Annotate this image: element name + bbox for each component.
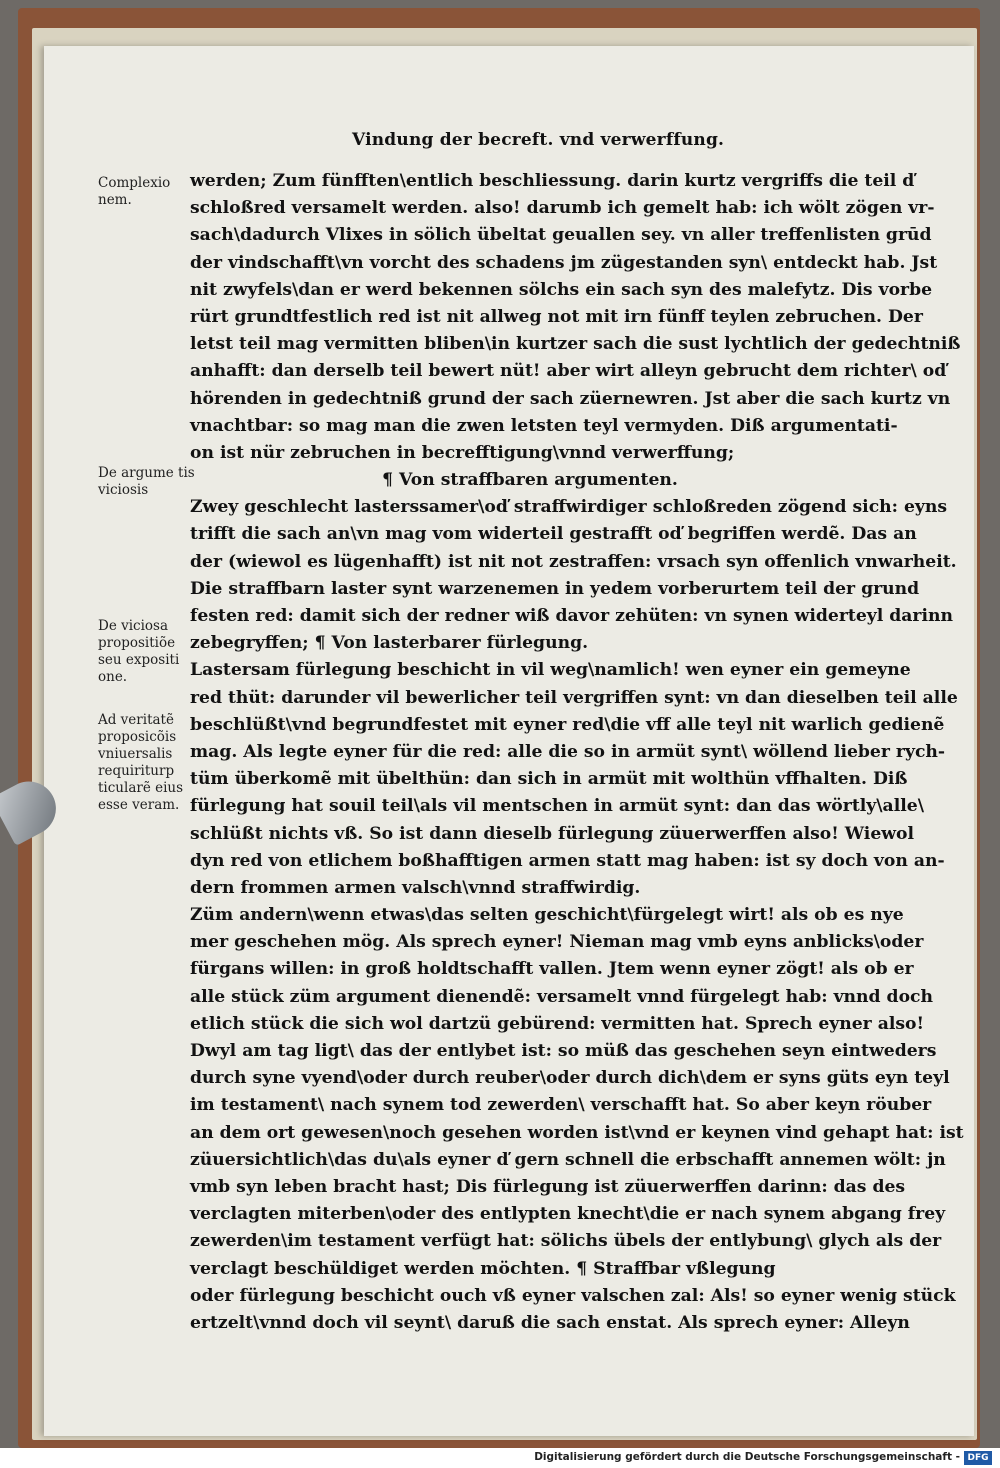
footer-credit: Digitalisierung gefördert durch die Deutsche Forschungsgemeinschaft - xyxy=(534,1451,960,1463)
text-line: an dem ort gewesen\noch gesehen worden ist\vnd er keynen vind gehapt hat: ist xyxy=(190,1122,964,1143)
text-line: durch syne vyend\oder durch reuber\oder durch dich\dem er syns güts eyn teyl xyxy=(190,1068,950,1089)
text-line: festen red: damit sich der redner wiß davor zehüten: vn synen widerteyl darinn xyxy=(190,606,953,626)
text-line: tüm überkomẽ mit übelthün: dan sich in armüt mit wolthün vffhalten. Diß xyxy=(190,769,908,790)
text-line: anhafft: dan derselb teil bewert nüt! aber wirt alleyn gebrucht dem richter\ oď xyxy=(190,361,947,382)
text-line: red thüt: darunder vil bewerlicher teil vergriffen synt: vn dan dieselben teil alle xyxy=(190,687,958,708)
margin-note-3: De viciosa propositiõe seu expositi one. xyxy=(98,618,180,685)
text-line: etlich stück die sich wol dartzü gebürend: vermitten hat. Sprech eyner also! xyxy=(190,1013,925,1034)
text-line: schloßred versamelt werden. also! darumb ich gemelt hab: ich wölt zögen vr- xyxy=(190,198,935,219)
running-head: Vindung der becreft. vnd verwerffung. xyxy=(352,130,725,150)
text-line: trifft die sach an\vn mag vom widerteil gestrafft oď begriffen werdẽ. Das an xyxy=(190,524,917,545)
text-line: ertzelt\vnnd doch vil seynt\ daruß die sach enstat. Als sprech eyner: Alleyn xyxy=(190,1312,910,1333)
text-line: der vindschafft\vn vorcht des schadens jm zügestanden syn\ entdeckt hab. Jst xyxy=(190,252,938,273)
margin-note-4: Ad veritatẽ proposicõis vniuersalis requiriturp ticularẽ eius esse veram. xyxy=(98,712,184,813)
text-line: hörenden in gedechtniß grund der sach züernewren. Jst aber die sach kurtz vn xyxy=(190,388,951,409)
text-line: letst teil mag vermitten bliben\in kurtzer sach die sust lychtlich der gedechtniß xyxy=(190,334,961,355)
text-line: im testament\ nach synem tod zewerden\ verschafft hat. So aber keyn röuber xyxy=(190,1095,932,1116)
margin-note-2: De argume tis viciosis xyxy=(98,465,195,498)
dfg-logo: DFG xyxy=(964,1451,992,1465)
text-line: verclagt beschüldiget werden möchten. ¶ Straffbar vßlegung xyxy=(190,1258,776,1279)
text-line: Die straffbarn laster synt warzenemen in yedem vorberurtem teil der grund xyxy=(190,578,920,599)
text-line: schlüßt nichts vß. So ist dann dieselb fürlegung züuerwerffen also! Wiewol xyxy=(190,823,915,844)
text-line: sach\dadurch Vlixes in sölich übeltat geuallen sey. vn aller treffenlisten grūd xyxy=(190,225,932,246)
margin-note-1: Complexio nem. xyxy=(98,175,171,208)
text-line: on ist nür zebruchen in becrefftigung\vnnd verwerffung; xyxy=(190,442,735,463)
text-line: nit zwyfels\dan er werd bekennen sölchs ein sach syn des malefytz. Dis vorbe xyxy=(190,279,933,300)
text-line: alle stück züm argument dienendẽ: versamelt vnnd fürgelegt hab: vnnd doch xyxy=(190,986,933,1007)
text-line: oder fürlegung beschicht ouch vß eyner valschen zal: Als! so eyner wenig stück xyxy=(190,1285,956,1306)
text-line: dern frommen armen valsch\vnnd straffwirdig. xyxy=(190,877,641,898)
text-line: Lastersam fürlegung beschicht in vil weg\namlich! wen eyner ein gemeyne xyxy=(190,660,911,681)
text-line: vnachtbar: so mag man die zwen letsten teyl vermyden. Diß argumentati- xyxy=(190,415,898,436)
text-line: verclagten miterben\oder des entlypten knecht\die er nach synem abgang frey xyxy=(190,1204,946,1225)
text-line: zewerden\im testament verfügt hat: sölichs übels der entlybung\ glych als der xyxy=(190,1231,942,1252)
text-line: werden; Zum fünfften\entlich beschliessung. darin kurtz vergriffs die teil ď xyxy=(190,171,915,191)
text-line: dyn red von etlichem boßhafftigen armen statt mag haben: ist sy doch von an- xyxy=(190,850,945,871)
text-line: zebegryffen; ¶ Von lasterbarer fürlegung. xyxy=(190,633,589,654)
text-line: Dwyl am tag ligt\ das der entlybet ist: so müß das geschehen seyn eintweders xyxy=(190,1041,937,1061)
text-line: beschlüßt\vnd begrundfestet mit eyner red\die vff alle teyl nit warlich gedienẽ xyxy=(190,714,945,735)
text-line: mag. Als legte eyner für die red: alle die so in armüt synt\ wöllend lieber rych- xyxy=(190,741,946,762)
body-text xyxy=(190,168,964,1337)
text-line: fürlegung hat souil teil\als vil mentschen in armüt synt: dan das wörtly\alle\ xyxy=(190,796,924,817)
text-line: züuersichtlich\das du\als eyner ď gern schnell die erbschafft annemen wölt: jn xyxy=(190,1149,946,1170)
text-line: ¶ Von straffbaren argumenten. xyxy=(382,470,678,491)
footer-bar xyxy=(0,1448,1000,1468)
text-line: rürt grundtfestlich red ist nit allweg not mit irn fünff teylen zebruchen. Der xyxy=(190,306,923,327)
text-line: fürgans willen: in groß holdtschafft vallen. Jtem wenn eyner zögt! als ob er xyxy=(190,959,914,980)
text-line: der (wiewol es lügenhafft) ist nit not zestraffen: vrsach syn offenlich vnwarheit. xyxy=(190,551,957,572)
text-line: Zwey geschlecht lasterssamer\oď straffwirdiger schloßreden zögend sich: eyns xyxy=(190,497,948,518)
text-line: mer geschehen mög. Als sprech eyner! Nieman mag vmb eyns anblicks\oder xyxy=(190,932,924,953)
text-line: vmb syn leben bracht hast; Dis fürlegung ist züuerwerffen darinn: das des xyxy=(190,1176,906,1197)
text-line: Züm andern\wenn etwas\das selten geschicht\fürgelegt wirt! als ob es nye xyxy=(190,905,904,926)
